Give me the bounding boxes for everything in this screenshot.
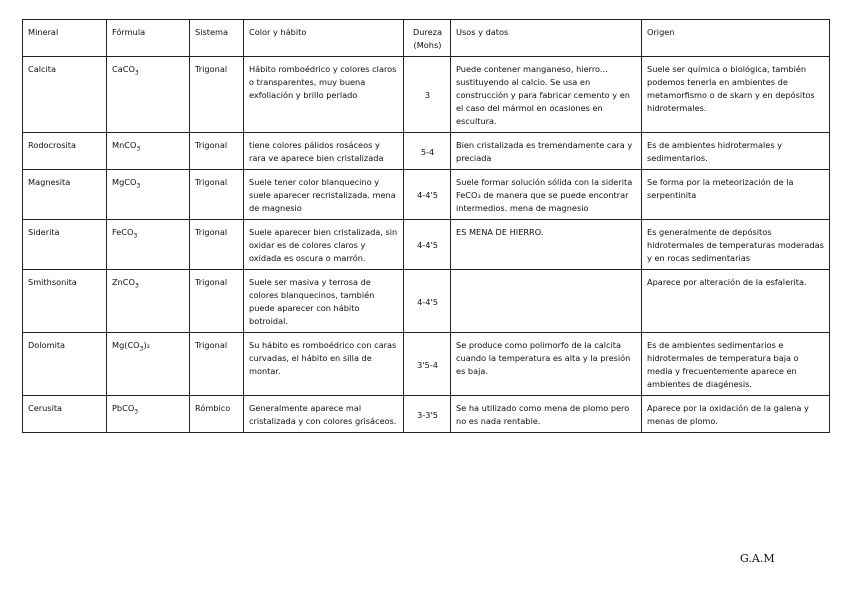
formula-cell: FeCO$_3$ [107,220,190,270]
mineral-cell: Rodocrosita [23,133,107,170]
color-cell: Su hábito es romboédrico con caras curvadas, el hábito en silla de montar. [244,333,404,396]
mineral-cell: Calcita [23,57,107,133]
color-cell: Suele aparecer bien cristalizada, sin oxidar es de colores claros y oxidada es oscura o marrón. [244,220,404,270]
origen-cell: Es de ambientes sedimentarios e hidrotermales de temperatura baja o media y frecuentemente aparece en ambientes de diagénesis. [642,333,830,396]
origen-cell: Aparece por alteración de la esfalerita. [642,270,830,333]
usos-cell [451,270,642,333]
formula-cell: $Mg(CO_3)_2$ [107,333,190,396]
formula-cell: ZnCO$_3$ [107,270,190,333]
origen-cell: Aparece por la oxidación de la galena y menas de plomo. [642,396,830,433]
color-cell: Suele tener color blanquecino y suele aparecer recristalizada. mena de magnesio [244,170,404,220]
origen-cell: Es de ambientes hidrotermales y sedimentarios. [642,133,830,170]
origen-cell: Es generalmente de depósitos hidrotermales de temperaturas moderadas y en rocas sedimentarias [642,220,830,270]
mineral-cell: Siderita [23,220,107,270]
color-cell: Hábito romboédrico y colores claros o transparentes, muy buena exfoliación y brillo perlado [244,57,404,133]
usos-cell: Se produce como polimorfo de la calcita cuando la temperatura es alta y la presión es baja. [451,333,642,396]
header-usos: Usos y datos [451,20,642,57]
color-cell: Suele ser masiva y terrosa de colores blanquecinos, también puede aparecer con hábito botroidal. [244,270,404,333]
table-row [23,133,830,170]
origen-cell: Se forma por la meteorización de la serpentinita [642,170,830,220]
dureza-cell: 3'5-4 [404,333,451,396]
mineral-cell: Smithsonita [23,270,107,333]
header-formula: Fórmula [107,20,190,57]
usos-cell: Puede contener manganeso, hierro... sustituyendo al calcio. Se usa en construcción y para fabricar cemento y en el caso del mármol en ocasiones en escultura. [451,57,642,133]
table-row [23,170,830,220]
usos-cell: ES MENA DE HIERRO. [451,220,642,270]
origen-cell: Suele ser química o biológica, también podemos tenerla en ambientes de metamorfismo o de skarn y en depósitos hidrotermales. [642,57,830,133]
formula-cell: MgCO$_3$ [107,170,190,220]
formula-cell: PbCO$_3$ [107,396,190,433]
sistema-cell: Trigonal [190,220,244,270]
dureza-cell: 4-4'5 [404,270,451,333]
formula-cell: MnCO$_3$ [107,133,190,170]
table-row [23,270,830,333]
header-origen: Origen [642,20,830,57]
author-initials: G.A.M [740,552,775,565]
dureza-cell: 3 [404,57,451,133]
table-row [23,396,830,433]
color-cell: Generalmente aparece mal cristalizada y con colores grisáceos. [244,396,404,433]
usos-cell: Se ha utilizado como mena de plomo pero no es nada rentable. [451,396,642,433]
table-row [23,57,830,133]
sistema-cell: Rómbico [190,396,244,433]
dureza-cell: 4-4'5 [404,170,451,220]
header-sistema: Sistema [190,20,244,57]
sistema-cell: Trigonal [190,170,244,220]
table-header-row [23,20,830,57]
color-cell: tiene colores pálidos rosáceos y rara ve aparece bien cristalizada [244,133,404,170]
sistema-cell: Trigonal [190,57,244,133]
mineral-cell: Dolomita [23,333,107,396]
mineral-cell: Magnesita [23,170,107,220]
minerals-table [22,19,830,433]
dureza-cell: 3-3'5 [404,396,451,433]
table-row [23,333,830,396]
usos-cell: Bien cristalizada es tremendamente cara y preciada [451,133,642,170]
header-color: Color y hábito [244,20,404,57]
formula-cell: CaCO$_3$ [107,57,190,133]
dureza-cell: 4-4'5 [404,220,451,270]
sistema-cell: Trigonal [190,270,244,333]
usos-cell: Suele formar solución sólida con la siderita FeCO₃ de manera que se puede encontrar intermedios. mena de magnesio [451,170,642,220]
sistema-cell: Trigonal [190,133,244,170]
table-row [23,220,830,270]
dureza-cell: 5-4 [404,133,451,170]
header-mineral: Mineral [23,20,107,57]
mineral-cell: Cerusita [23,396,107,433]
sistema-cell: Trigonal [190,333,244,396]
header-dureza: Dureza (Mohs) [404,20,451,57]
